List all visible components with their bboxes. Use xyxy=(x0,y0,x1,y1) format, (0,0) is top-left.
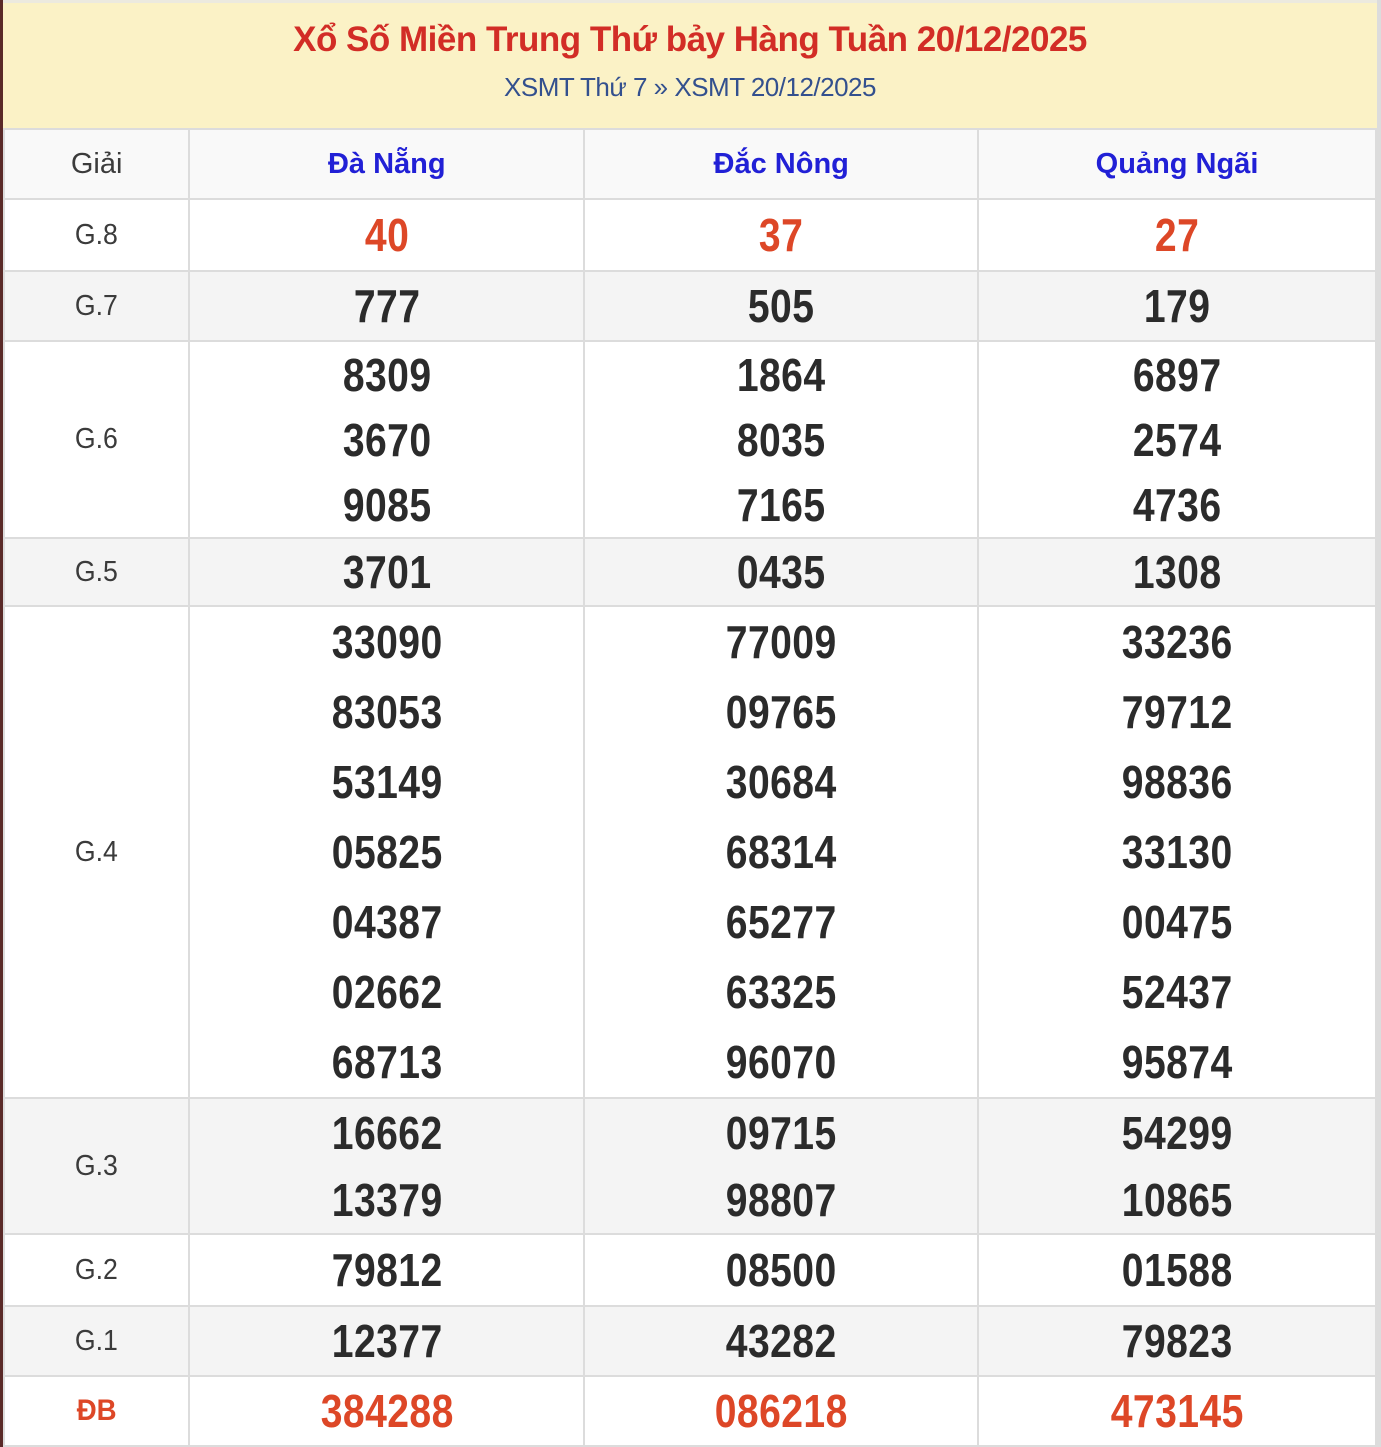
prize-label xyxy=(4,538,189,606)
prize-cell xyxy=(584,538,978,606)
prize-number xyxy=(585,1307,977,1375)
prize-cell xyxy=(978,538,1376,606)
prize-number xyxy=(585,1099,977,1166)
page-title: Xổ Số Miền Trung Thứ bảy Hàng Tuần 20/12/2025 xyxy=(293,20,1087,59)
prize-number-text: 95874 xyxy=(1121,1036,1233,1088)
prize-label-text: G.5 xyxy=(75,555,119,588)
prize-cell xyxy=(584,199,978,271)
prize-number-text: 04387 xyxy=(331,896,443,948)
prize-label xyxy=(4,1306,189,1376)
prize-number-text: 98807 xyxy=(725,1173,837,1226)
prize-cell xyxy=(978,199,1376,271)
prize-number-text: 83053 xyxy=(331,686,443,738)
prize-number xyxy=(190,1235,583,1305)
prize-number xyxy=(979,1307,1375,1375)
prize-number-text: 77009 xyxy=(725,616,837,668)
prize-label xyxy=(4,1098,189,1234)
prize-number xyxy=(979,817,1375,887)
prize-label xyxy=(4,341,189,538)
prize-number-text: 086218 xyxy=(714,1385,848,1437)
prize-cell xyxy=(189,1306,584,1376)
prize-cell xyxy=(189,271,584,341)
prize-row-g8 xyxy=(4,199,1376,271)
prize-cell xyxy=(584,1306,978,1376)
prize-number xyxy=(190,1099,583,1166)
prize-cell xyxy=(978,1306,1376,1376)
prize-number-text: 8309 xyxy=(342,348,432,401)
prize-number-text: 7165 xyxy=(736,478,826,531)
prize-cell xyxy=(189,606,584,1098)
prize-row-g3 xyxy=(4,1098,1376,1234)
page-header xyxy=(3,0,1377,128)
prize-label-text: G.8 xyxy=(75,218,119,251)
prize-number-text: 52437 xyxy=(1121,966,1233,1018)
prize-number-text: 01588 xyxy=(1121,1244,1233,1296)
prize-number-text: 79812 xyxy=(331,1244,443,1296)
prize-number xyxy=(585,817,977,887)
prize-row-g2 xyxy=(4,1234,1376,1306)
prize-row-g5 xyxy=(4,538,1376,606)
prize-number-text: 68314 xyxy=(725,826,837,878)
prize-number-text: 05825 xyxy=(331,826,443,878)
prize-number xyxy=(979,272,1375,340)
prize-number-text: 30684 xyxy=(725,756,837,808)
prize-number xyxy=(190,539,583,605)
breadcrumb[interactable]: XSMT Thứ 7 » XSMT 20/12/2025 xyxy=(504,72,876,102)
prize-number-text: 53149 xyxy=(331,756,443,808)
prize-number xyxy=(190,342,583,407)
prize-column-header: Giải xyxy=(4,129,189,199)
prize-number-text: 1864 xyxy=(736,348,826,401)
prize-number xyxy=(979,1166,1375,1233)
prize-cell xyxy=(189,341,584,538)
prize-number-text: 9085 xyxy=(342,478,432,531)
prize-number-text: 98836 xyxy=(1121,756,1233,808)
prize-number xyxy=(585,539,977,605)
prize-number xyxy=(585,887,977,957)
prize-number xyxy=(585,677,977,747)
prize-cell xyxy=(189,1234,584,1306)
prize-number-text: 37 xyxy=(759,209,804,261)
prize-number xyxy=(585,1166,977,1233)
prize-number xyxy=(585,272,977,340)
province-header[interactable]: Quảng Ngãi xyxy=(978,129,1376,199)
prize-number-text: 00475 xyxy=(1121,896,1233,948)
prize-cell xyxy=(584,271,978,341)
prize-label xyxy=(4,606,189,1098)
prize-number xyxy=(190,677,583,747)
prize-number-text: 02662 xyxy=(331,966,443,1018)
prize-number-text: 33090 xyxy=(331,616,443,668)
prize-number xyxy=(979,1235,1375,1305)
prize-number xyxy=(585,472,977,537)
prize-number-text: 79712 xyxy=(1121,686,1233,738)
prize-number-text: 473145 xyxy=(1110,1385,1244,1437)
prize-number-text: 505 xyxy=(747,280,815,332)
prize-number xyxy=(979,887,1375,957)
prize-number xyxy=(979,342,1375,407)
prize-number xyxy=(585,200,977,270)
prize-number xyxy=(585,747,977,817)
prize-number-text: 4736 xyxy=(1132,478,1222,531)
prize-number-text: 63325 xyxy=(725,966,837,1018)
prize-row-g1 xyxy=(4,1306,1376,1376)
prize-number xyxy=(979,539,1375,605)
prize-number xyxy=(190,272,583,340)
prize-number-text: 09765 xyxy=(725,686,837,738)
prize-cell xyxy=(978,341,1376,538)
prize-number xyxy=(190,407,583,472)
prize-number xyxy=(190,1027,583,1097)
prize-row-g7 xyxy=(4,271,1376,341)
prize-label-text: G.4 xyxy=(75,835,119,868)
prize-cell xyxy=(584,1098,978,1234)
prize-label xyxy=(4,199,189,271)
prize-number xyxy=(585,1235,977,1305)
prize-row-g6 xyxy=(4,341,1376,538)
results-table xyxy=(3,128,1377,1447)
prize-number-text: 16662 xyxy=(331,1106,443,1159)
prize-number xyxy=(979,200,1375,270)
prize-number-text: 09715 xyxy=(725,1106,837,1159)
prize-label-text: G.2 xyxy=(75,1253,119,1286)
prize-number xyxy=(979,472,1375,537)
prize-number-text: 65277 xyxy=(725,896,837,948)
prize-number xyxy=(585,607,977,677)
prize-label-text: G.7 xyxy=(75,289,119,322)
prize-number-text: 2574 xyxy=(1132,413,1222,466)
prize-label-text: G.1 xyxy=(75,1324,119,1357)
prize-number xyxy=(979,607,1375,677)
prize-number xyxy=(190,957,583,1027)
prize-number xyxy=(585,407,977,472)
prize-number xyxy=(190,200,583,270)
prize-cell xyxy=(978,271,1376,341)
prize-number xyxy=(979,407,1375,472)
prize-number xyxy=(190,1166,583,1233)
prize-number xyxy=(979,957,1375,1027)
table-header-row xyxy=(4,129,1376,199)
prize-cell xyxy=(584,1234,978,1306)
prize-number xyxy=(585,1027,977,1097)
prize-cell xyxy=(978,1098,1376,1234)
prize-cell xyxy=(584,606,978,1098)
prize-number-text: 43282 xyxy=(725,1315,837,1367)
prize-number xyxy=(979,747,1375,817)
prize-label xyxy=(4,1234,189,1306)
prize-number xyxy=(979,1099,1375,1166)
prize-number-text: 79823 xyxy=(1121,1315,1233,1367)
prize-number-text: 6897 xyxy=(1132,348,1222,401)
prize-number xyxy=(585,957,977,1027)
prize-number-text: 12377 xyxy=(331,1315,443,1367)
prize-number xyxy=(190,607,583,677)
prize-number-text: 54299 xyxy=(1121,1106,1233,1159)
prize-number-text: 27 xyxy=(1154,209,1200,261)
prize-cell xyxy=(978,1234,1376,1306)
prize-number xyxy=(585,342,977,407)
prize-cell xyxy=(189,1098,584,1234)
prize-number-text: 40 xyxy=(364,209,409,261)
prize-number-text: 08500 xyxy=(725,1244,837,1296)
prize-number xyxy=(190,817,583,887)
prize-number-text: 3701 xyxy=(342,546,432,598)
prize-label-text: G.6 xyxy=(75,423,119,455)
prize-number xyxy=(979,1027,1375,1097)
prize-label xyxy=(4,271,189,341)
prize-number-text: 13379 xyxy=(331,1173,443,1226)
prize-cell xyxy=(189,199,584,271)
prize-number xyxy=(190,1307,583,1375)
prize-label-text: G.3 xyxy=(75,1149,119,1182)
prize-number xyxy=(979,1377,1375,1445)
prize-number-text: 33130 xyxy=(1121,826,1233,878)
prize-number-text: 96070 xyxy=(725,1036,837,1088)
prize-number-text: 777 xyxy=(353,280,421,332)
prize-cell xyxy=(584,341,978,538)
prize-number-text: 1308 xyxy=(1132,546,1222,598)
prize-cell xyxy=(189,538,584,606)
prize-number xyxy=(190,887,583,957)
prize-number xyxy=(190,472,583,537)
prize-number xyxy=(979,677,1375,747)
province-header[interactable]: Đà Nẵng xyxy=(189,129,584,199)
prize-number xyxy=(585,1377,977,1445)
prize-cell xyxy=(978,606,1376,1098)
prize-number-text: 68713 xyxy=(331,1036,443,1088)
prize-label-text: ĐB xyxy=(76,1394,117,1427)
prize-number xyxy=(190,747,583,817)
prize-number-text: 384288 xyxy=(320,1385,454,1437)
prize-row-g4 xyxy=(4,606,1376,1098)
prize-number-text: 33236 xyxy=(1121,616,1233,668)
prize-number-text: 10865 xyxy=(1121,1173,1233,1226)
prize-number-text: 179 xyxy=(1143,280,1211,332)
province-header[interactable]: Đắc Nông xyxy=(584,129,978,199)
prize-number xyxy=(190,1377,583,1445)
prize-number-text: 8035 xyxy=(736,413,826,466)
prize-number-text: 0435 xyxy=(736,546,826,598)
prize-number-text: 3670 xyxy=(342,413,432,466)
